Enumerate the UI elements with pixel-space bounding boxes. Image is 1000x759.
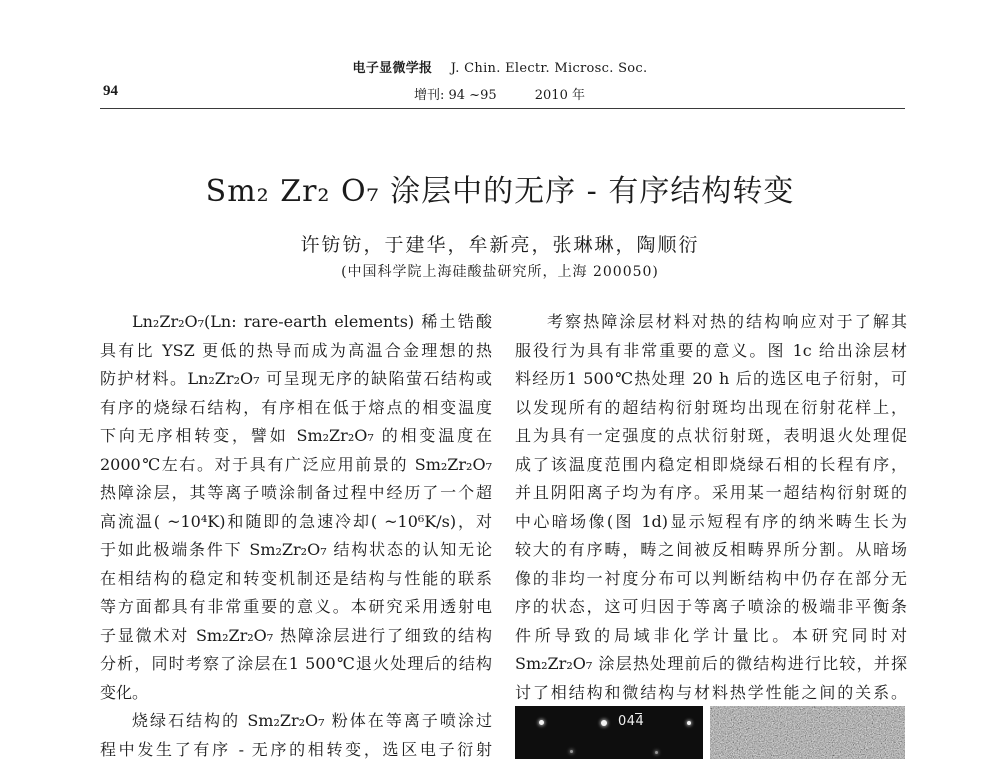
diffraction-spot: [601, 720, 607, 726]
text-line: 于如此极端条件下 Sm₂Zr₂O₇ 结构状态的认知无论: [100, 540, 492, 559]
text-line: 较大的有序畴，畴之间被反相畴界所分割。从暗场: [515, 540, 907, 559]
right-column: [515, 308, 907, 706]
diffraction-pattern-image: [515, 706, 703, 759]
text-line: 序的状态，这可归因于等离子喷涂的极端非平衡条: [515, 597, 907, 616]
text-line: 分析，同时考察了涂层在1 500℃退火处理后的结构: [100, 654, 492, 673]
text-line: Ln₂Zr₂O₇(Ln: rare-earth elements) 稀土锆酸: [132, 312, 492, 331]
text-line: 且为具有一定强度的点状衍射斑，表明退火处理促: [515, 426, 907, 445]
text-line: 热障涂层，其等离子喷涂制备过程中经历了一个超: [100, 483, 492, 502]
author-affiliation: (中国科学院上海硅酸盐研究所，上海 200050): [341, 264, 659, 280]
text-line: 防护材料。Ln₂Zr₂O₇ 可呈现无序的缺陷萤石结构或: [100, 369, 492, 388]
journal-name-en: J. Chin. Electr. Microsc. Soc.: [450, 61, 648, 76]
text-line: 烧绿石结构的 Sm₂Zr₂O₇ 粉体在等离子喷涂过: [132, 711, 492, 730]
text-line: 高流温( ~10⁴K)和随即的急速冷却( ~10⁶K/s)，对: [100, 511, 492, 531]
issue-pages: 增刊: 94 ~95: [414, 88, 497, 103]
journal-header: [0, 57, 1000, 76]
header-rule: [100, 108, 905, 109]
index-overbar: [635, 713, 642, 714]
page-number: 94: [103, 83, 118, 99]
text-line: 以发现所有的超结构衍射斑均出现在衍射花样上，: [515, 397, 907, 417]
diffraction-spot: [687, 721, 691, 725]
text-line: Sm₂Zr₂O₇ 涂层热处理前后的微结构进行比较，并探: [515, 654, 907, 673]
text-line: 具有比 YSZ 更低的热导而成为高温合金理想的热: [100, 340, 492, 360]
diffraction-spot: [539, 720, 544, 725]
text-line: 变化。: [100, 682, 149, 702]
journal-name-cn: 电子显微学报: [352, 61, 433, 76]
text-line: 讨了相结构和微结构与材料热学性能之间的关系。: [515, 682, 907, 702]
diffraction-spot: [570, 750, 573, 753]
text-line: 并且阴阳离子均为有序。采用某一超结构衍射斑的: [515, 483, 907, 502]
text-line: 2000℃左右。对于具有广泛应用前景的 Sm₂Zr₂O₇: [100, 454, 492, 474]
dark-field-texture: [710, 706, 905, 759]
text-line: 有序的烧绿石结构，有序相在低于熔点的相变温度: [100, 397, 492, 417]
author-list: 许钫钫，于建华，牟新亮，张琳琳，陶顺衍: [300, 234, 700, 256]
diffraction-spot: [655, 751, 658, 754]
text-line: 服役行为具有非常重要的意义。图 1c 给出涂层材: [515, 340, 907, 360]
paper-title: Sm₂ Zr₂ O₇ 涂层中的无序 - 有序结构转变: [205, 174, 795, 209]
text-line: 程中发生了有序 - 无序的相转变，选区电子衍射: [100, 739, 492, 759]
text-line: 中心暗场像(图 1d)显示短程有序的纳米畴生长为: [515, 511, 907, 531]
issue-info: [414, 84, 585, 103]
text-line: 下向无序相转变，譬如 Sm₂Zr₂O₇ 的相变温度在: [100, 426, 492, 445]
left-column: [100, 308, 492, 759]
text-line: 像的非均一衬度分布可以判断结构中仍存在部分无: [515, 568, 907, 588]
dark-field-image: [710, 706, 905, 759]
text-line: 等方面都具有非常重要的意义。本研究采用透射电: [100, 597, 492, 616]
text-line: 件所导致的局域非化学计量比。本研究同时对: [515, 625, 907, 645]
diffraction-index-label: 044: [618, 714, 645, 729]
text-line: 成了该温度范围内稳定相即烧绿石相的长程有序，: [515, 454, 907, 474]
text-line: 在相结构的稳定和转变机制还是结构与性能的联系: [100, 568, 492, 588]
text-line: 料经历1 500℃热处理 20 h 后的选区电子衍射，可: [515, 369, 907, 388]
issue-year: 2010 年: [534, 88, 585, 103]
text-line: 子显微术对 Sm₂Zr₂O₇ 热障涂层进行了细致的结构: [100, 625, 492, 645]
text-line: 考察热障涂层材料对热的结构响应对于了解其: [547, 312, 907, 331]
